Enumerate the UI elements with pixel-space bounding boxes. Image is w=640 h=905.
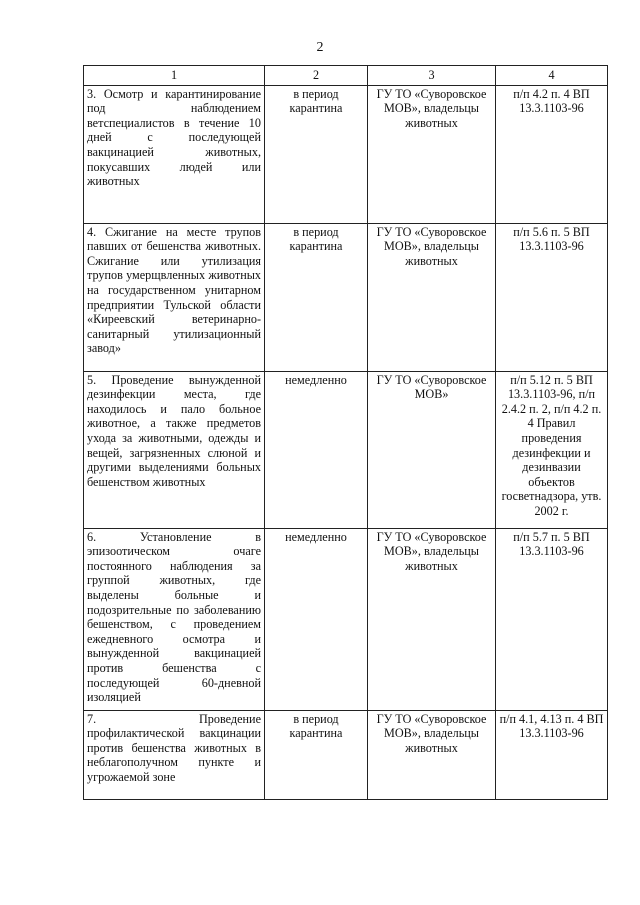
responsible-cell: ГУ ТО «Суворовское МОВ» bbox=[368, 371, 496, 528]
table-row bbox=[84, 528, 608, 710]
table-row bbox=[84, 85, 608, 223]
measure-cell: 7. Проведение профилактической вакцинации против бешенства животных в неблагополучном пункте и угрожаемой зоне bbox=[84, 710, 265, 799]
period-cell: немедленно bbox=[265, 528, 368, 710]
page-number: 2 bbox=[316, 40, 324, 55]
measure-cell: 4. Сжигание на месте трупов павших от бешенства животных. Сжигание или утилизация трупов умерщвленных животных на государственном унитарном предприятии Тульской области «Киреевский ветеринарно-санитарный утилизационный завод» bbox=[84, 223, 265, 371]
table-row bbox=[84, 371, 608, 528]
responsible-cell: ГУ ТО «Суворовское МОВ», владельцы животных bbox=[368, 710, 496, 799]
basis-cell: п/п 4.1, 4.13 п. 4 ВП 13.3.1103-96 bbox=[496, 710, 608, 799]
period-cell: в период карантина bbox=[265, 85, 368, 223]
basis-cell: п/п 4.2 п. 4 ВП 13.3.1103-96 bbox=[496, 85, 608, 223]
basis-cell: п/п 5.6 п. 5 ВП 13.3.1103-96 bbox=[496, 223, 608, 371]
measure-cell: 6. Установление в эпизоотическом очаге постоянного наблюдения за группой животных, где выделены больные и подозрительные по заболеванию бешенством, с проведением ежедневного осмотра и вынужденной вакцинацией против бешенства с последующей 60-дневной изоляцией bbox=[84, 528, 265, 710]
basis-cell: п/п 5.12 п. 5 ВП 13.3.1103-96, п/п 2.4.2 п. 2, п/п 4.2 п. 4 Правил проведения дезинфекции и дезинвазии объектов госветнадзора, утв. 2002 г. bbox=[496, 371, 608, 528]
table-row bbox=[84, 710, 608, 799]
responsible-cell: ГУ ТО «Суворовское МОВ», владельцы животных bbox=[368, 528, 496, 710]
column-header: 1 bbox=[84, 66, 265, 86]
period-cell: в период карантина bbox=[265, 710, 368, 799]
measure-cell: 3. Осмотр и карантинирование под наблюдением ветспециалистов в течение 10 дней с последующей вакцинацией животных, покусавших людей или животных bbox=[84, 85, 265, 223]
period-cell: немедленно bbox=[265, 371, 368, 528]
responsible-cell: ГУ ТО «Суворовское МОВ», владельцы животных bbox=[368, 223, 496, 371]
table-row bbox=[84, 223, 608, 371]
period-cell: в период карантина bbox=[265, 223, 368, 371]
basis-cell: п/п 5.7 п. 5 ВП 13.3.1103-96 bbox=[496, 528, 608, 710]
table-header-row bbox=[84, 66, 608, 86]
column-header: 3 bbox=[368, 66, 496, 86]
responsible-cell: ГУ ТО «Суворовское МОВ», владельцы животных bbox=[368, 85, 496, 223]
measures-table bbox=[83, 65, 608, 800]
column-header: 4 bbox=[496, 66, 608, 86]
column-header: 2 bbox=[265, 66, 368, 86]
measure-cell: 5. Проведение вынужденной дезинфекции места, где находилось и пало больное животное, а также предметов ухода за животными, одежды и вещей, загрязненных слюной и другими выделениями больных бешенством животных bbox=[84, 371, 265, 528]
